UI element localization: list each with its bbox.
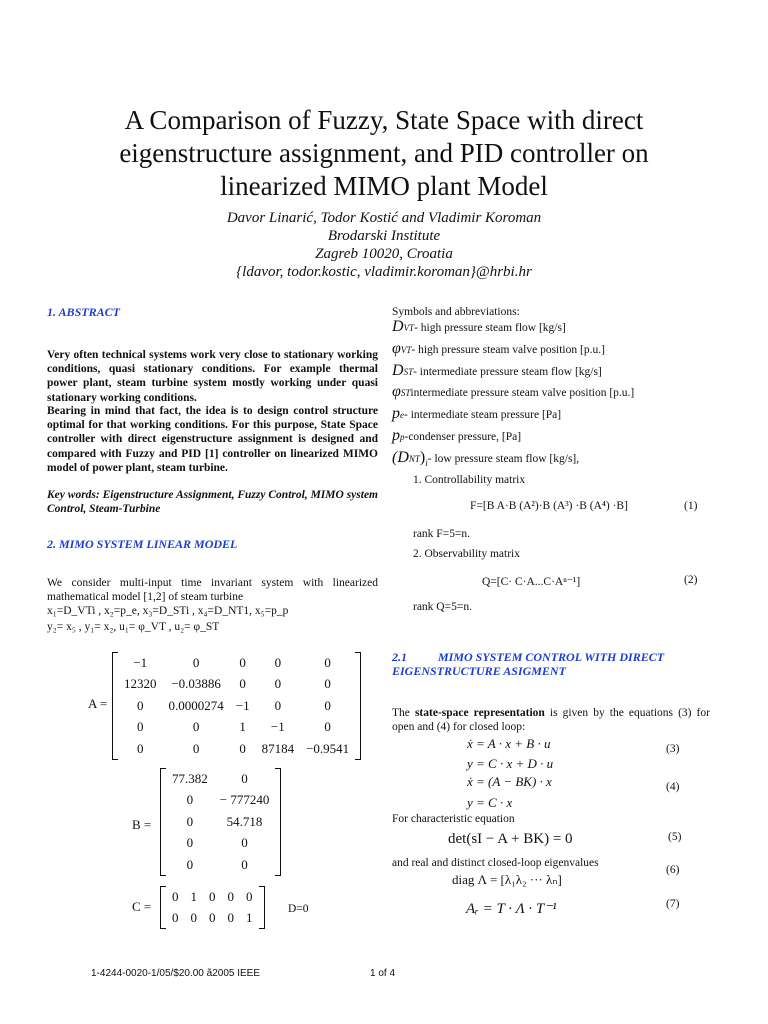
matrix-a-cell: −0.03886 [171, 676, 221, 692]
matrix-a-cell: 0 [324, 654, 331, 670]
equation-4a: ẋ = (A − BK) · x [467, 774, 552, 789]
abstract-para-1: Very often technical systems work very close to stationary working conditions, quasi stationary conditions. For example thermal power plant, steam turbine system mostly working under quasi stationary working conditions. [47, 349, 378, 404]
matrix-c-cell: 0 [227, 888, 234, 904]
matrix-b-cell: 0 [186, 856, 194, 872]
matrix-c [160, 886, 265, 929]
matrix-a-cell: 0 [239, 740, 246, 756]
matrix-b-cell: 0 [241, 835, 248, 851]
author-names: Davor Linarić, Todor Kostić and Vladimir Koroman [226, 210, 542, 226]
abstract-para-2: Bearing in mind that fact, the idea is to design control structure optimal for that working conditions. For this purpose, State Space controller with direct eigenstructure assignment is designed and compared with Fuzzy and PID [1] controller on linearized MIMO model of power plant, steam turbine. [47, 405, 378, 474]
matrix-a-row [118, 717, 355, 739]
matrix-a-cell: 0 [324, 676, 331, 692]
symbol-glyph: D [392, 361, 404, 379]
symbol-glyph: p [392, 405, 400, 423]
matrix-a-cell: 0 [137, 719, 144, 735]
equation-2-number: (2) [684, 574, 698, 586]
matrix-c-cell: 0 [190, 910, 197, 926]
matrix-a-cell: −1 [270, 719, 285, 735]
symbol-subscript: NT [408, 453, 420, 464]
matrix-c-cell: 0 [172, 888, 179, 904]
matrix-a-cell: 0 [324, 697, 331, 713]
section-2-1-heading-line-1: MIMO SYSTEM CONTROL WITH DIRECT [438, 650, 665, 664]
symbol-description: - intermediate steam pressure [Pa] [404, 409, 562, 422]
symbol-subscript: ST [403, 366, 414, 377]
symbol-subscript: p [400, 431, 405, 442]
matrix-a-cell: 0 [137, 697, 144, 713]
paper-title [0, 104, 768, 203]
equation-5-number: (5) [668, 831, 682, 843]
state-variables: x₁=D_VTi , x₂=p_e, x₃=D_STi , x₄=D_NT1, x₅=p_p [47, 605, 289, 617]
matrix-b-row [166, 854, 275, 876]
section-2-heading: 2. MIMO SYSTEM LINEAR MODEL [47, 537, 238, 551]
equation-1-number: (1) [684, 500, 698, 512]
footer-copyright: 1-4244-0020-1/05/$20.00 ã2005 IEEE [91, 968, 261, 979]
matrix-b-row [166, 790, 275, 812]
equation-2: Q=[C· C·A...C·Aⁿ⁻¹] [482, 576, 581, 588]
matrix-b-cell: 0 [186, 792, 194, 808]
symbol-glyph: φ [392, 339, 401, 357]
matrix-a-cell: −0.9541 [306, 740, 350, 756]
matrix-a-cell: 1 [239, 719, 246, 735]
matrix-b-cell: 0 [186, 835, 194, 851]
symbol-subscript: VT [403, 323, 415, 333]
matrix-c-cell: 1 [246, 910, 253, 926]
symbols-list [392, 320, 732, 473]
symbol-item [392, 385, 732, 407]
symbol-description: - high pressure steam valve position [p.u.] [411, 343, 605, 356]
matrix-a-cell: 0 [239, 676, 246, 692]
matrix-a-table [118, 652, 355, 760]
matrix-b-label: B = [132, 817, 152, 832]
matrix-b-cell: − 777240 [219, 792, 270, 808]
equation-4-number: (4) [666, 781, 680, 793]
matrix-a-row [118, 652, 355, 674]
state-space-intro [392, 706, 710, 734]
symbol-glyph: (D [392, 448, 409, 466]
intro-text-bold: state-space representation [414, 707, 545, 719]
matrix-a-cell: 0.0000274 [168, 697, 224, 713]
observability-item: 2. Observability matrix [413, 548, 520, 560]
equation-1: F=[B A·B (A²)·B (A³) ·B (A⁴) ·B] [470, 500, 628, 512]
matrix-a-cell: 0 [192, 740, 200, 756]
matrix-a-cell: 87184 [261, 740, 295, 756]
rank-q: rank Q=5=n. [413, 601, 472, 613]
author-block [0, 209, 768, 281]
author-address: Zagreb 10020, Croatia [315, 246, 453, 262]
matrix-b-row [166, 811, 275, 833]
matrix-a-cell: 0 [137, 740, 144, 756]
matrix-b-cell: 0 [241, 856, 248, 872]
author-emails: {ldavor, todor.kostic, vladimir.koroman}@hrbi.hr [236, 264, 532, 280]
equation-3a: ẋ = A · x + B · u [467, 736, 551, 751]
section-2-para: We consider multi-input time invariant system with linearized mathematical model [1,2] of steam turbine [47, 577, 378, 604]
rank-f: rank F=5=n. [413, 528, 471, 540]
equation-6: diag Λ = [λ₁λ₂ ··· λₙ] [452, 872, 562, 887]
matrix-c-table [166, 886, 259, 929]
equation-5: det(sI − A + BK) = 0 [448, 831, 573, 847]
matrix-b-cell: 0 [186, 813, 194, 829]
symbol-subscript: e [400, 410, 404, 421]
matrix-b-cell: 54.718 [226, 813, 263, 829]
matrix-c-cell: 0 [246, 888, 253, 904]
matrix-b [160, 768, 281, 876]
matrix-b-cell: 77.382 [172, 770, 208, 786]
symbol-description: - low pressure steam flow [kg/s], [427, 452, 580, 465]
symbol-item [392, 426, 732, 451]
symbol-item [392, 448, 732, 473]
matrix-a-cell: 0 [274, 697, 282, 713]
matrix-a-cell: 0 [274, 676, 282, 692]
matrix-c-row [166, 908, 259, 930]
matrix-a-cell: 12320 [124, 676, 157, 692]
io-variables: y₂= x₅ , y₁= x₂, u₁= φ_VT , u₂= φ_ST [47, 621, 220, 633]
equation-6-number: (6) [666, 864, 680, 876]
matrix-c-cell: 0 [172, 910, 179, 926]
section-2-1-number: 2.1 [392, 650, 407, 664]
symbol-subscript: VT [400, 344, 412, 355]
matrix-b-row [166, 768, 275, 790]
matrix-a-cell: −1 [235, 697, 250, 713]
abstract-heading: 1. ABSTRACT [47, 305, 120, 319]
matrix-a-cell: 0 [192, 719, 200, 735]
controllability-item: 1. Controllability matrix [413, 474, 526, 486]
footer-page-number: 1 of 4 [370, 968, 396, 979]
intro-text-pre: The [392, 707, 415, 719]
title-line-3: linearized MIMO plant Model [220, 171, 548, 201]
matrix-d-label: D=0 [288, 903, 309, 915]
matrix-a-cell: −1 [133, 654, 148, 670]
equation-3b: y = C · x + D · u [467, 756, 554, 771]
equation-3-number: (3) [666, 743, 680, 755]
equation-7: Aᵣ = T · Λ · T⁻¹ [466, 901, 557, 917]
matrix-a-row [118, 674, 355, 696]
matrix-c-cell: 0 [227, 910, 234, 926]
equation-7-number: (7) [666, 898, 680, 910]
symbol-item [392, 361, 732, 386]
symbol-description: - high pressure steam flow [kg/s] [414, 322, 566, 334]
matrix-a [112, 652, 361, 760]
matrix-b-cell: 0 [241, 770, 248, 786]
matrix-c-cell: 1 [190, 888, 197, 904]
intro-text-post: is given by the equations (3) for open and (4) for closed loop: [392, 707, 710, 734]
symbols-heading: Symbols and abbreviations: [392, 306, 520, 318]
symbol-glyph: φ [392, 383, 401, 401]
matrix-b-row [166, 833, 275, 855]
title-line-1: A Comparison of Fuzzy, State Space with direct [124, 105, 644, 135]
symbol-paren: )$_i$ [419, 448, 428, 468]
matrix-a-row [118, 738, 355, 760]
symbol-item [392, 339, 732, 364]
symbol-item [392, 407, 732, 429]
eigenvalues-text: and real and distinct closed-loop eigenvalues [392, 857, 599, 869]
symbol-glyph: p [392, 426, 400, 444]
matrix-a-label: A = [88, 696, 108, 711]
matrix-c-row [166, 886, 259, 908]
equation-4b: y = C · x [467, 795, 513, 810]
matrix-a-cell: 0 [324, 719, 331, 735]
matrix-a-cell: 0 [274, 654, 282, 670]
section-2-1-heading-line-2: EIGENSTRUCTURE ASIGMENT [392, 664, 566, 678]
title-line-2: eigenstructure assignment, and PID controller on [119, 138, 649, 168]
matrix-c-cell: 0 [209, 910, 216, 926]
symbol-glyph: D [392, 318, 404, 335]
matrix-c-label: C = [132, 899, 152, 914]
matrix-a-cell: 0 [192, 654, 200, 670]
abstract-keywords: Key words: Eigenstructure Assignment, Fuzzy Control, MIMO system Control, Steam-Turbine [47, 489, 378, 516]
symbol-subscript: ST [400, 388, 411, 399]
matrix-a-cell: 0 [239, 654, 246, 670]
author-affiliation: Brodarski Institute [327, 228, 441, 244]
symbol-description: -condenser pressure, [Pa] [404, 430, 522, 443]
symbol-item [392, 320, 732, 342]
matrix-b-table [166, 768, 275, 876]
matrix-c-cell: 0 [209, 888, 216, 904]
characteristic-text: For characteristic equation [392, 813, 515, 825]
symbol-description: intermediate pressure steam valve position [p.u.] [410, 387, 635, 400]
symbol-description: - intermediate pressure steam flow [kg/s] [413, 365, 602, 378]
matrix-a-row [118, 695, 355, 717]
